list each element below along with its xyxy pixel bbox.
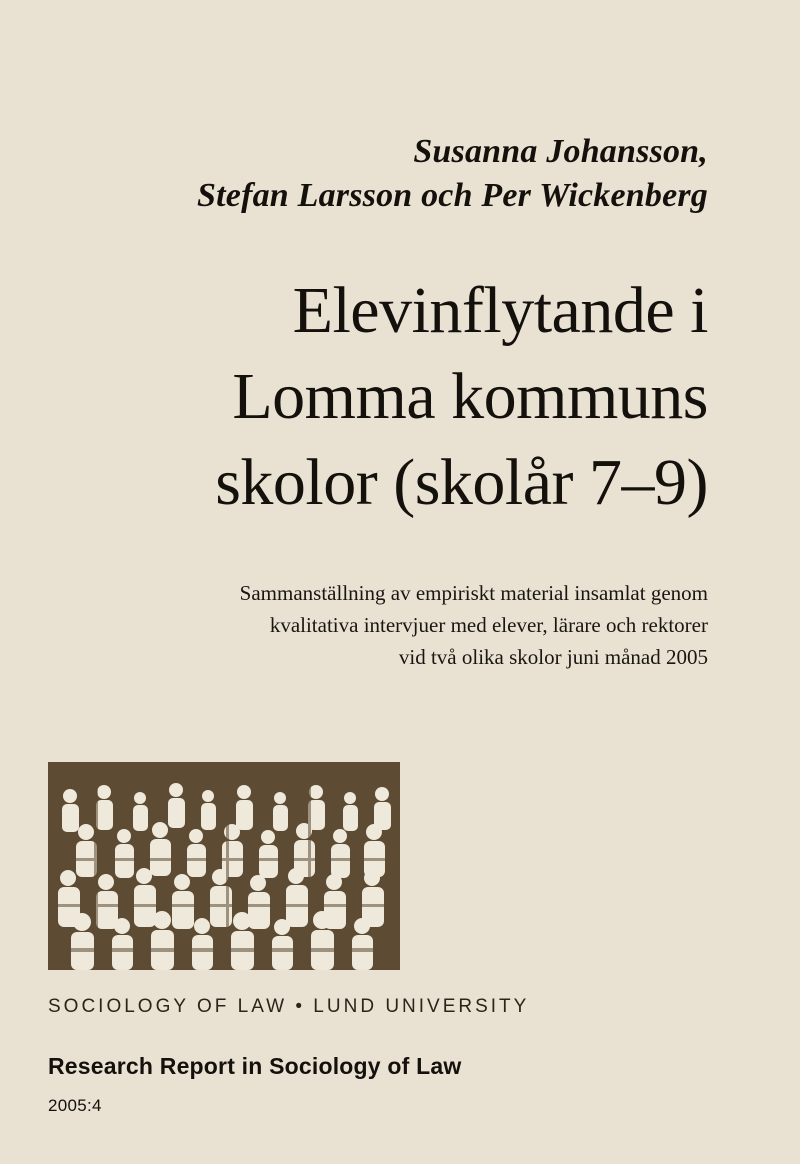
subtitle-block: [120, 578, 708, 674]
group-photo-image: [48, 762, 400, 970]
authors-block: [60, 130, 708, 218]
institution-label: SOCIOLOGY OF LAW • LUND UNIVERSITY: [48, 996, 530, 1017]
title-line-3: skolor (skolår 7–9): [215, 445, 708, 519]
subtitle-line-2: kvalitativa intervjuer med elever, lärare och rektorer: [269, 612, 708, 637]
subtitle-line-3: vid två olika skolor juni månad 2005: [398, 644, 708, 669]
title-line-1: Elevinflytande i: [292, 274, 708, 347]
issue-number: 2005:4: [48, 1096, 102, 1115]
author-line-1: Susanna Johansson,: [413, 133, 708, 170]
page-title: [40, 268, 708, 525]
subtitle-line-1: Sammanställning av empiriskt material insamlat genom: [239, 581, 708, 605]
author-line-2: Stefan Larsson och Per Wickenberg: [197, 177, 708, 215]
series-label: Research Report in Sociology of Law: [48, 1053, 462, 1079]
title-line-2: Lomma kommuns: [232, 359, 708, 433]
